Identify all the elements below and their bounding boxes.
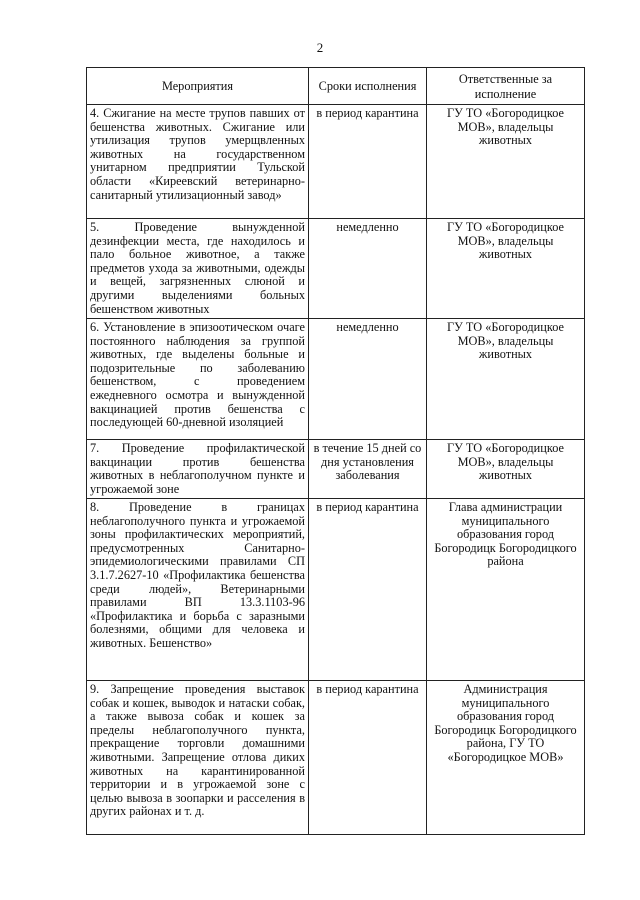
row-responsible: ГУ ТО «Богородицкое МОВ», владельцы животных — [427, 219, 585, 319]
table-row — [87, 219, 585, 319]
row-term: в течение 15 дней со дня установления заболевания — [309, 440, 427, 499]
header-deadlines: Сроки исполнения — [309, 68, 427, 105]
row-term: в период карантина — [309, 105, 427, 219]
row-action: 7. Проведение профилактической вакцинации против бешенства животных в неблагополучном пункте и угрожаемой зоне — [87, 440, 309, 499]
row-action: 6. Установление в эпизоотическом очаге постоянного наблюдения за группой животных, где выделены больные и подозрительные по заболеванию бешенством, с проведением ежедневного осмотра и вынужденной вакцинацией против бешенства с последующей 60-дневной изоляцией — [87, 319, 309, 440]
row-action: 8. Проведение в границах неблагополучного пункта и угрожаемой зоны профилактических мероприятий, предусмотренных Санитарно-эпидемиологическими правилами СП 3.1.7.2627-10 «Профилактика бешенства среди людей», Ветеринарными правилами ВП 13.3.1103-96 «Профилактика и борьба с заразными болезнями, общими для человека и животных. Бешенство» — [87, 499, 309, 681]
measures-table — [86, 67, 585, 835]
table-row — [87, 681, 585, 835]
table-header-row — [87, 68, 585, 105]
table-row — [87, 319, 585, 440]
row-term: немедленно — [309, 319, 427, 440]
row-term: в период карантина — [309, 499, 427, 681]
row-responsible: ГУ ТО «Богородицкое МОВ», владельцы животных — [427, 319, 585, 440]
row-responsible: ГУ ТО «Богородицкое МОВ», владельцы животных — [427, 440, 585, 499]
header-responsible: Ответственные за исполнение — [427, 68, 585, 105]
row-action: 9. Запрещение проведения выставок собак и кошек, выводок и натаски собак, а также вывоза собак и кошек за пределы неблагополучного пункта, прекращение торговли домашними животными. Запрещение отлова диких животных на карантинированной территории и в угрожаемой зоне с целью вывоза в зоопарки и расселения в других районах и т. д. — [87, 681, 309, 835]
page-number: 2 — [316, 40, 324, 55]
row-term: в период карантина — [309, 681, 427, 835]
table-row — [87, 440, 585, 499]
row-responsible: ГУ ТО «Богородицкое МОВ», владельцы животных — [427, 105, 585, 219]
row-responsible: Глава администрации муниципального образования город Богородицк Богородицкого района — [427, 499, 585, 681]
table-row — [87, 105, 585, 219]
table-row — [87, 499, 585, 681]
row-responsible: Администрация муниципального образования город Богородицк Богородицкого района, ГУ ТО «Богородицкое МОВ» — [427, 681, 585, 835]
row-action: 5. Проведение вынужденной дезинфекции места, где находилось и пало больное животное, а также предметов ухода за животными, одежды и вещей, загрязненных слюной и другими выделениями больных бешенством животных — [87, 219, 309, 319]
row-term: немедленно — [309, 219, 427, 319]
row-action: 4. Сжигание на месте трупов павших от бешенства животных. Сжигание или утилизация трупов умерщвленных животных на государственном унитарном предприятии Тульской области «Киреевский ветеринарно-санитарный утилизационный завод» — [87, 105, 309, 219]
header-measures: Мероприятия — [87, 68, 309, 105]
